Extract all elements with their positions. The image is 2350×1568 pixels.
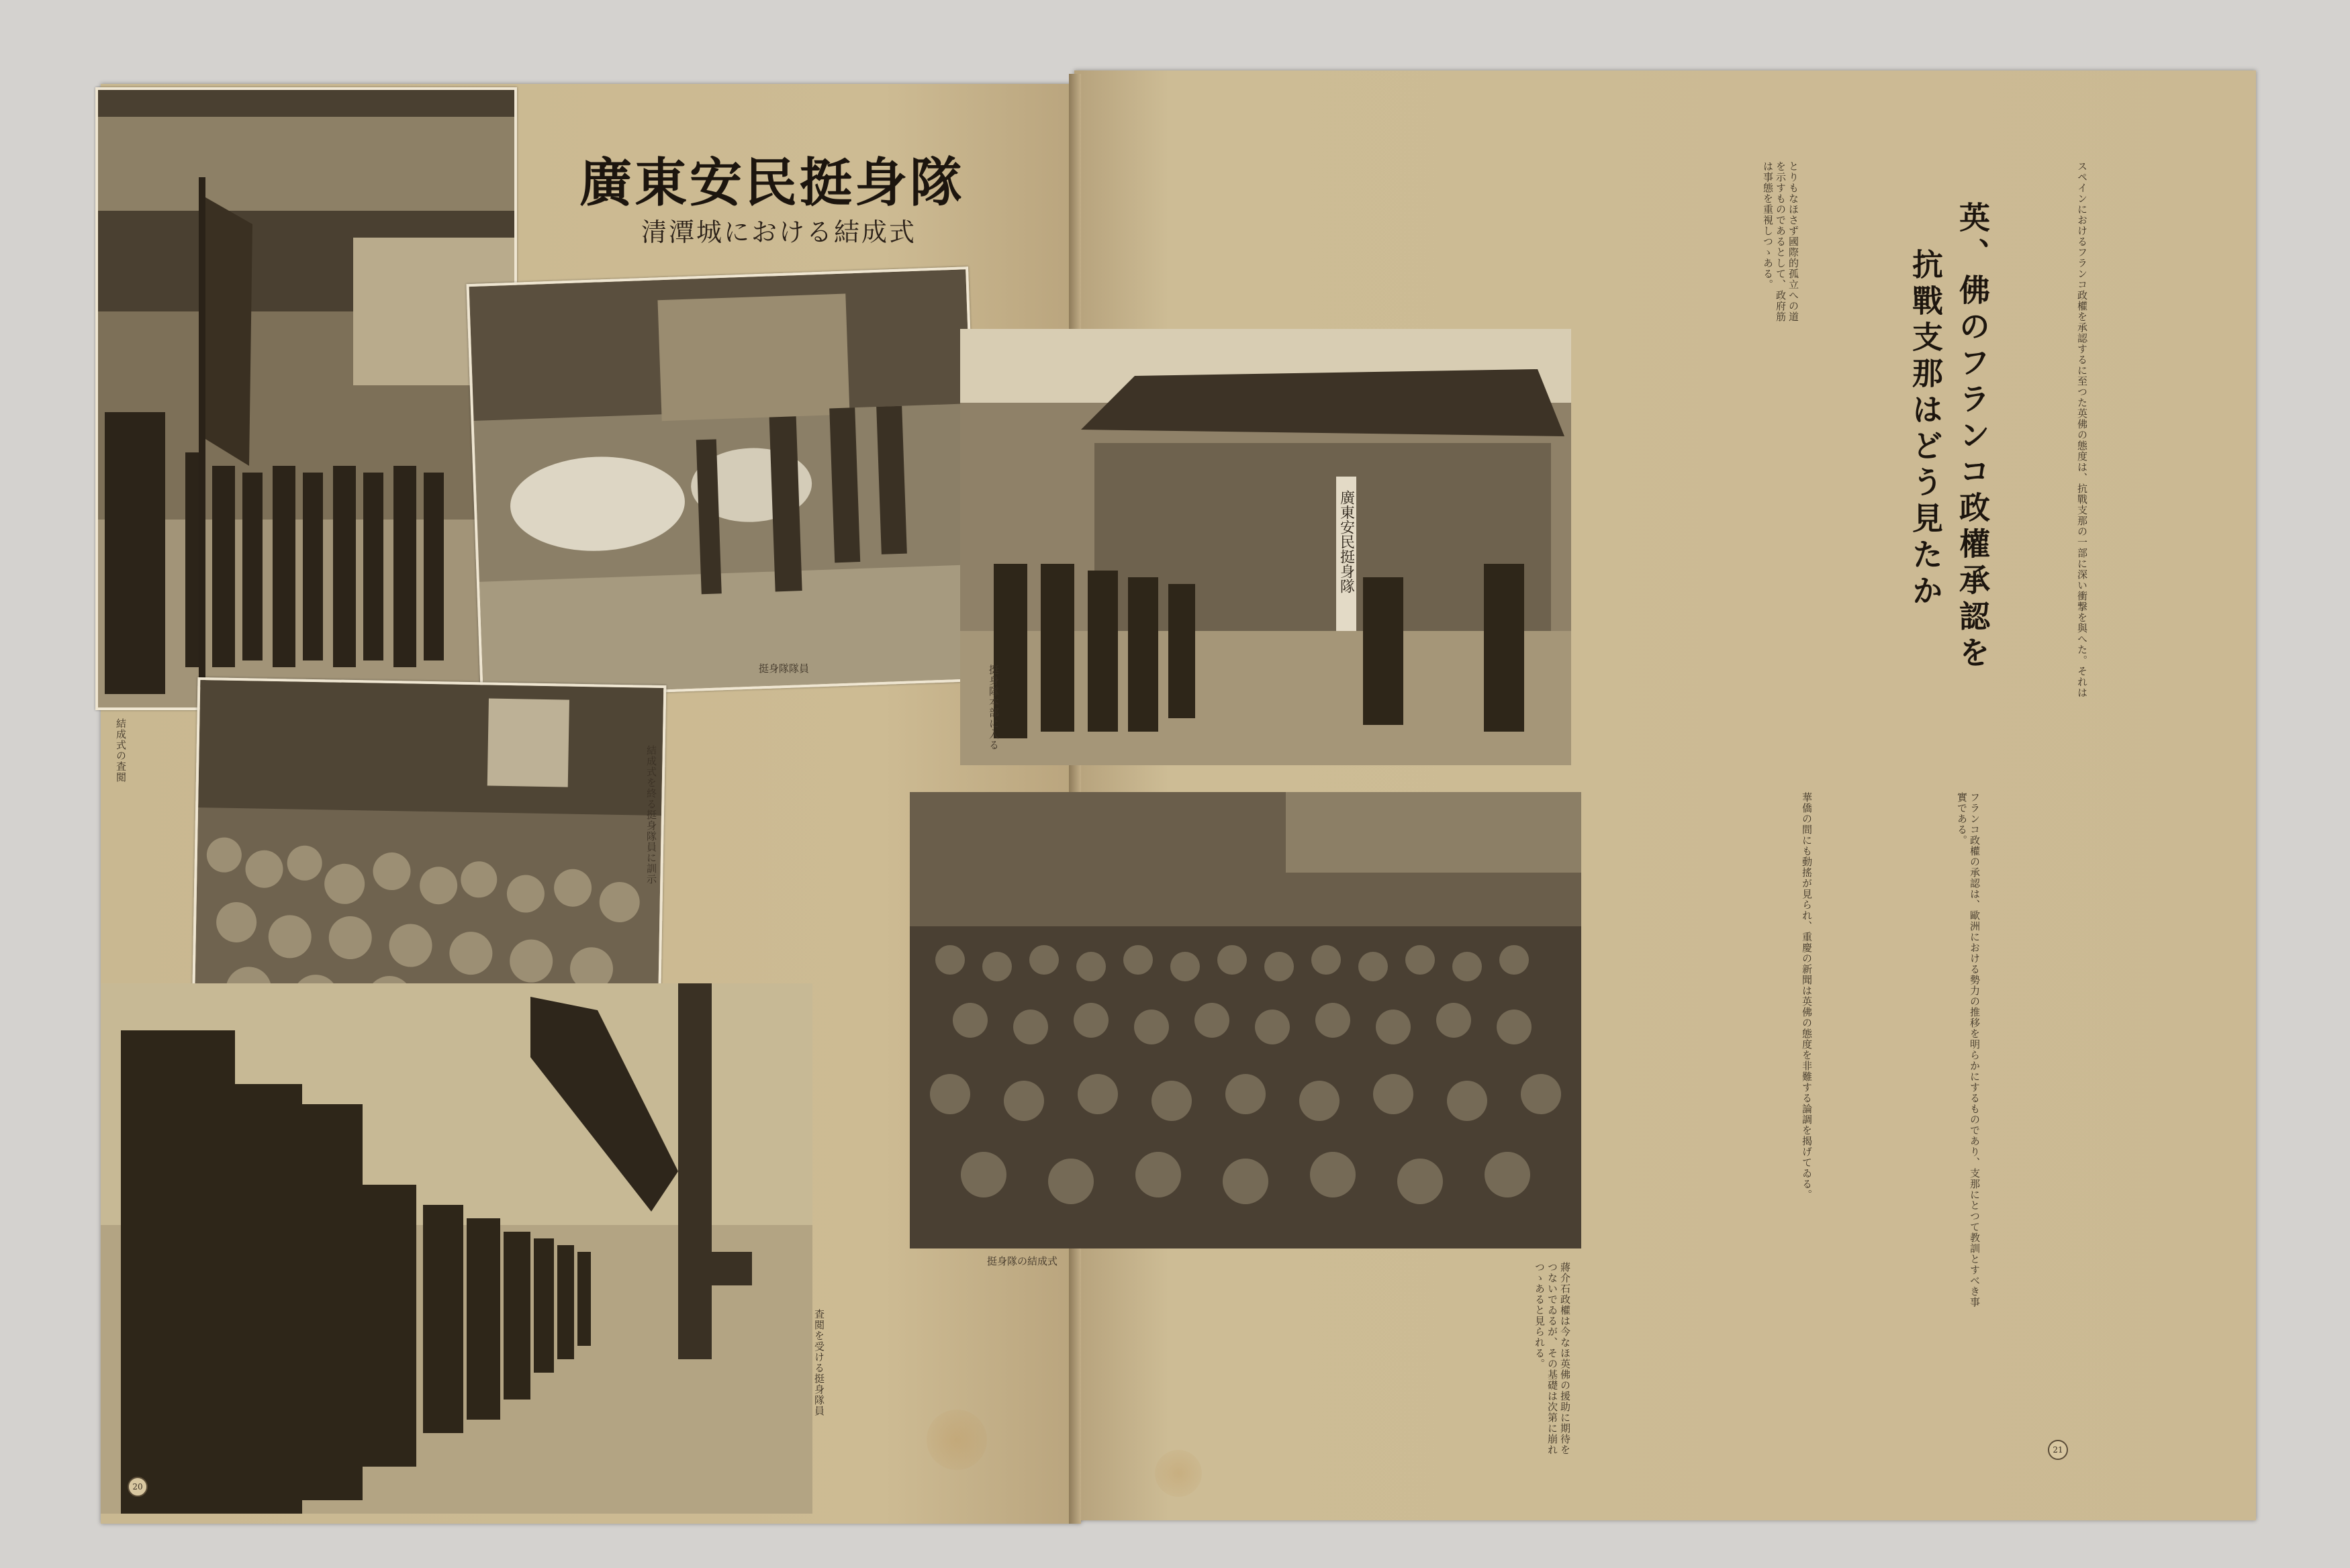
article-title: 英、佛のフランコ政權承認を: [1955, 201, 1991, 673]
photo-meeting: [910, 792, 1581, 1248]
gate-sign-text: 廣東安民挺身隊: [1337, 490, 1355, 593]
caption-horses: 挺身隊隊員: [759, 663, 810, 675]
caption-parade: 結成式の査閲: [115, 718, 127, 783]
photo-crowd-sign: [192, 677, 667, 1026]
caption-crowd-sign: 結成式を終る挺身隊員に訓示: [645, 745, 657, 885]
photo-gate: [960, 329, 1571, 765]
caption-gate: 挺身隊本部に入る: [988, 665, 1000, 750]
article-title-second: 抗戰支那はどう見たか: [1908, 248, 1944, 611]
article-column-5: 蔣介石政權は今なほ英佛の援助に期待をつないでゐるが、その基礎は次第に崩れつゝあると見られる。: [1534, 1262, 1571, 1455]
article-column-1: スペインにおけるフランコ政權を承認するに至つた英佛の態度は、抗戰支那の一部に深い衝撃を與へた。それは: [2076, 161, 2088, 698]
page-number-left: 20: [128, 1477, 148, 1497]
page-title: 廣東安民挺身隊: [579, 152, 965, 213]
photo-parade: [95, 87, 517, 710]
article-column-2: とりもなほさず國際的孤立への道を示すものであるとして、政府筋は事態を重視しつゝある。: [1762, 161, 1799, 322]
photo-guard: [101, 983, 812, 1514]
caption-guard: 査閲を受ける挺身隊員: [813, 1309, 825, 1416]
article-column-4: フランコ政權の承認は、歐洲における勢力の推移を明らかにするものであり、支那にとつて教訓とすべき事實である。: [1956, 792, 1981, 1308]
paper-stain: [927, 1410, 987, 1470]
photo-horses: [466, 266, 982, 699]
article-column-3: 華僑の間にも動搖が見られ、重慶の新聞は英佛の態度を非難する論調を揭げてゐる。: [1801, 792, 1813, 1200]
page-number-right: 21: [2048, 1440, 2068, 1460]
page-subtitle: 清潭城における結成式: [641, 217, 916, 247]
paper-stain: [1155, 1450, 1202, 1497]
caption-meeting: 挺身隊の結成式: [987, 1255, 1058, 1267]
